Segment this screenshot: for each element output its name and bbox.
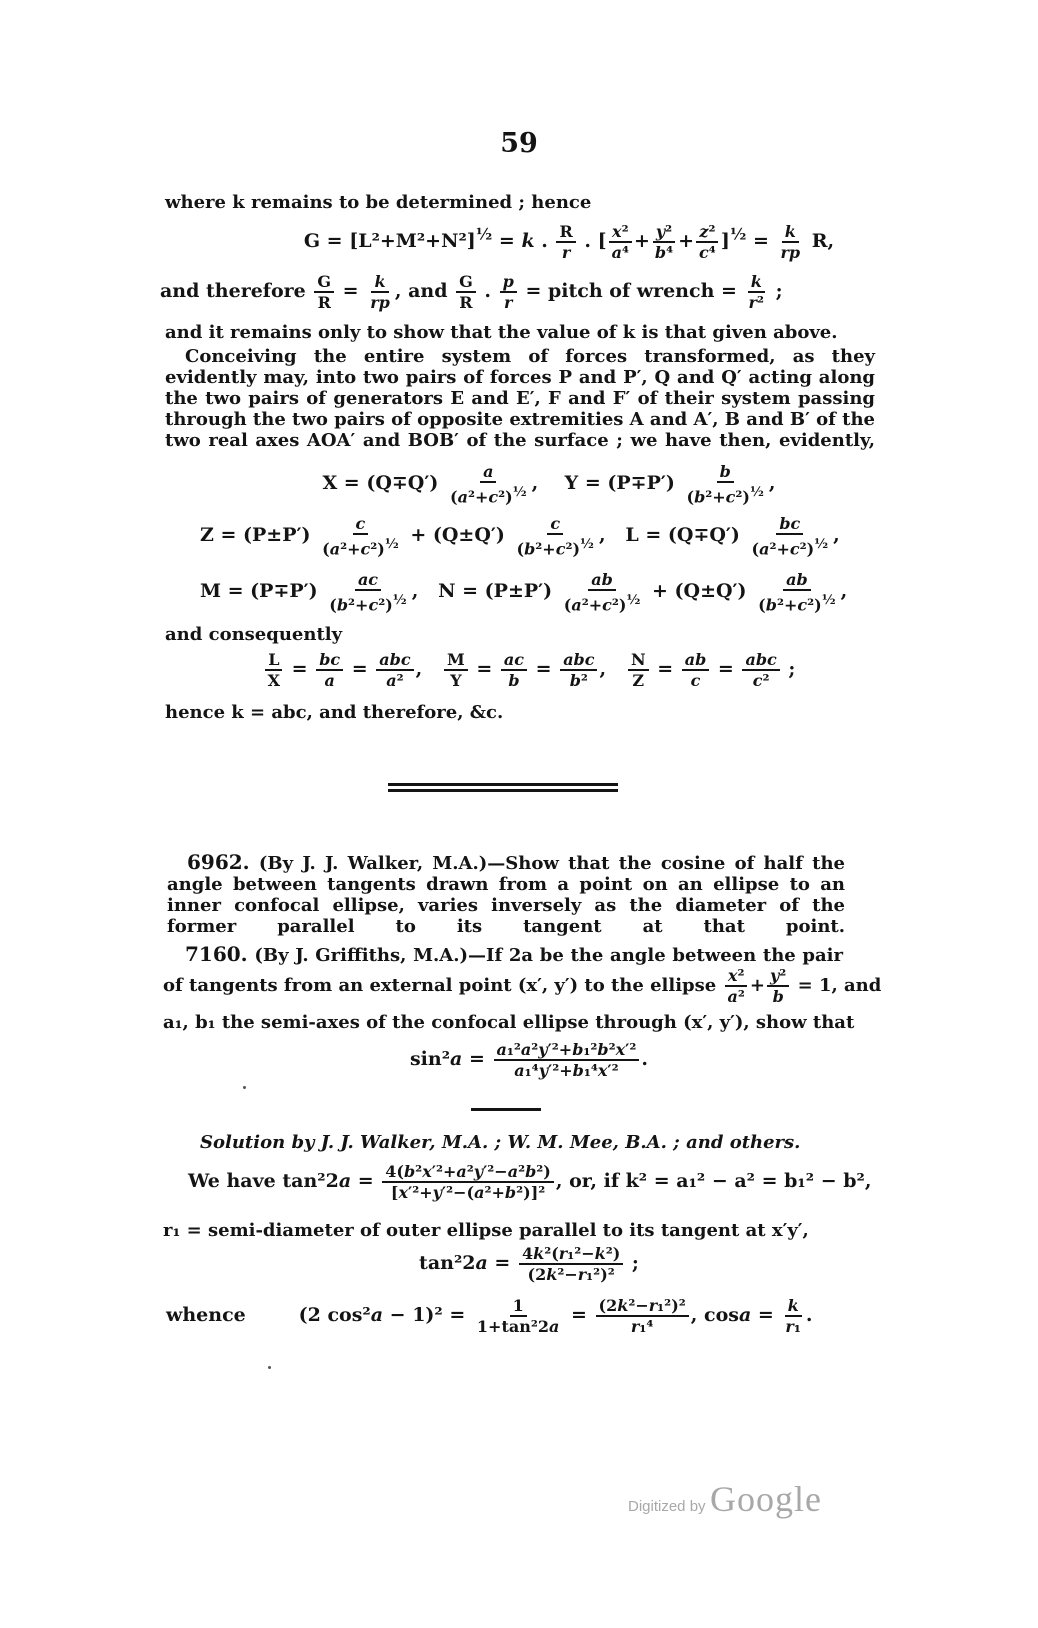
divider-rule-short	[471, 1108, 541, 1111]
digitized-label: Digitized by	[628, 1498, 706, 1515]
equation-and-therefore: and therefore $\frac{G}{R}$ = $\frac{k}{rp}$ , and $\frac{G}{R}$ . $\frac{p}{r}$ = pitch of wrench = $\frac{k}{\text{r²}}$ ;	[160, 272, 783, 312]
and-therefore-label: and therefore	[160, 280, 306, 302]
problem-text: of tangents from an external point (x′, y′) to the ellipse	[163, 975, 717, 996]
scan-speck	[268, 1366, 271, 1369]
google-logo: Google	[710, 1479, 822, 1519]
text-consequently: and consequently	[165, 624, 343, 645]
equation-sin2: sin²a = $\frac{\text{a₁²a²y′²+b₁²b²x′²}}{\text{a₁⁴y′²+b₁⁴x′²}}$ .	[409, 1040, 649, 1080]
problem-text: (By J. Griffiths, M.A.)—If 2a be the angle between the pair	[254, 945, 843, 966]
problem-7160-line1	[165, 944, 843, 966]
digitized-watermark	[628, 1478, 822, 1520]
problem-number: 7160.	[185, 942, 248, 966]
text-remains: and it remains only to show that the value of k is that given above.	[165, 322, 838, 343]
scan-speck	[243, 1086, 246, 1089]
equation-whence: whence (2 cos²a − 1)² = $\frac{1}{\text{1+tan²2a}}$ = $\frac{\text{(2k²−r₁²)²}}{\text{r₁⁴}}$ , cosa = $\frac{k}{\text{r₁}}$ .	[166, 1296, 813, 1336]
equation-Z-L: Z = (P±P′) $\frac{c}{(a^2+c^2)^{\frac{1}{2}}}$ + (Q±Q′) $\frac{c}{(b^2+c^2)^{\frac{1}{2}}}$ , L = (Q∓Q′) $\frac{bc}{(a^2+c^2)^{\frac{1}{2}}}$ ,	[200, 514, 840, 559]
problem-text: (By J. J. Walker, M.A.)—Show that the cosine of half the angle between tangents drawn from a point on an ellipse to an inner confocal ellipse, varies inversely as the diameter of the former parallel to its tangent at that point.	[167, 853, 845, 937]
text-where-k: where k remains to be determined ; hence	[165, 192, 592, 213]
equation-tan2: We have tan²2a = $\frac{\text{4(b²x′²+a²y′²−a²b²)}}{\text{[x′²+y′²−(a²+b²)]²}}$ , or, if k² = a₁² − a² = b₁² − b²,	[188, 1162, 872, 1202]
solution-heading: Solution by J. J. Walker, M.A. ; W. M. Mee, B.A. ; and others.	[200, 1132, 801, 1153]
equation-M-N: M = (P∓P′) $\frac{ac}{(b^2+c^2)^{\frac{1}{2}}}$ , N = (P±P′) $\frac{ab}{(a^2+c^2)^{\frac{1}{2}}}$ + (Q±Q′) $\frac{ab}{(b^2+c^2)^{\frac{1}{2}}}$ ,	[200, 570, 848, 615]
page-number: 59	[500, 128, 538, 159]
problem-text: = 1, and	[797, 975, 882, 996]
we-have-label: We have	[188, 1170, 276, 1192]
problem-7160-line3: a₁, b₁ the semi-axes of the confocal ellipse through (x′, y′), show that	[163, 1012, 855, 1033]
and-label: and	[408, 280, 448, 302]
divider-rule	[388, 789, 618, 792]
equation-ratios: $\frac{L}{X}$ = $\frac{bc}{a}$ = $\frac{\text{abc}}{\text{a²}}$ , $\frac{M}{Y}$ = $\frac{ac}{b}$ = $\frac{\text{abc}}{\text{b²}}$ , $\frac{N}{Z}$ = $\frac{ab}{c}$ = $\frac{\text{abc}}{\text{c²}}$ ;	[10, 650, 1038, 690]
text-conceiving: Conceiving the entire system of forces transformed, as they evidently may, into two pairs of forces P and P′, Q and Q′ acting along the two pairs of generators E and E′, F and F′ of their system passing through the two pairs of opposite extremities A and A′, B and B′ of the two real axes AOA′ and BOB′ of the surface ; we have then, evidently,	[165, 346, 875, 451]
text-hence-k: hence k = abc, and therefore, &c.	[165, 702, 504, 723]
equation-G: $G = [L^2+M^2+N^2]^{\frac{1}{2}} = k$ . $\frac{R}{r}$ . [ $\frac{\text{x²}}{\text{a⁴}}$ + $\frac{\text{y²}}{\text{b⁴}}$ + $\frac{\text{z²}}{\text{c⁴}}$ ]$^{\frac{1}{2}}$ = $\frac{k}{rp}$ R,	[303, 222, 835, 262]
equation-X-Y: X = (Q∓Q′) $\frac{a}{(a^2+c^2)^{\frac{1}{2}}}$ , Y = (P∓P′) $\frac{b}{(b^2+c^2)^{\frac{1}{2}}}$ ,	[322, 462, 776, 507]
divider-rule	[388, 783, 618, 786]
problem-number: 6962.	[187, 850, 250, 874]
pitch-label: = pitch of wrench =	[525, 280, 737, 302]
problem-6962	[167, 852, 845, 937]
or-if-label: or, if k² = a₁² − a² = b₁² − b²,	[569, 1170, 872, 1192]
text-r1: r₁ = semi-diameter of outer ellipse parallel to its tangent at x′y′,	[163, 1220, 809, 1241]
problem-7160-line2: of tangents from an external point (x′, y′) to the ellipse $\frac{\text{x²}}{\text{a²}}$ + $\frac{\text{y²}}{b}$ = 1, and	[163, 966, 882, 1006]
whence-label: whence	[166, 1304, 246, 1326]
equation-tan2-k: tan²2a = $\frac{\text{4k²(r₁²−k²)}}{\text{(2k²−r₁²)²}}$ ;	[419, 1244, 639, 1284]
